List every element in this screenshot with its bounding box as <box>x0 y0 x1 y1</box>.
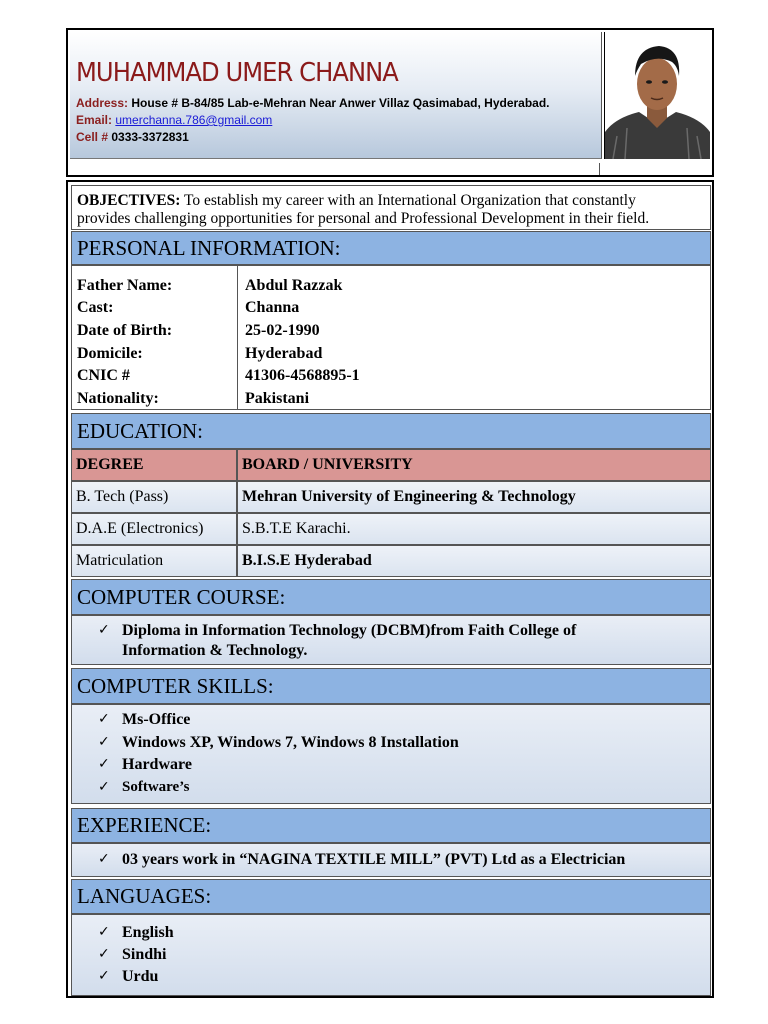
personal-value: Pakistani <box>245 390 310 407</box>
experience-item: ✓ 03 years work in “NAGINA TEXTILE MILL” (PVT) Ltd as a Electrician <box>98 851 626 868</box>
checkmark-icon: ✓ <box>98 968 110 984</box>
education-header-board: BOARD / UNIVERSITY <box>237 449 711 481</box>
course-item: ✓ Diploma in Information Technology (DCBM)from Faith College of <box>98 622 577 639</box>
personal-value: Channa <box>245 299 300 316</box>
checkmark-icon: ✓ <box>98 946 110 962</box>
objectives-label: OBJECTIVES: <box>77 192 181 209</box>
education-degree-cell: Matriculation <box>71 545 237 577</box>
checkmark-icon: ✓ <box>98 622 110 638</box>
personal-label: Father Name: <box>77 277 173 294</box>
personal-label: Domicile: <box>77 345 143 362</box>
candidate-name: MUHAMMAD UMER CHANNA <box>76 58 398 88</box>
objectives-text-1: To establish my career with an International Organization that constantly <box>183 192 636 209</box>
education-board-cell: B.I.S.E Hyderabad <box>237 545 711 577</box>
personal-label: Date of Birth: <box>77 322 173 339</box>
personal-value: 41306-4568895-1 <box>245 367 360 384</box>
email-link[interactable]: umerchanna.786@gmail.com <box>115 113 273 127</box>
objectives-text-2: provides challenging opportunities for personal and Professional Development in their field. <box>77 210 650 227</box>
profile-photo <box>604 32 710 159</box>
language-item: ✓ Urdu <box>98 968 159 985</box>
email-label: Email: <box>76 113 113 127</box>
objectives-box <box>71 185 711 230</box>
course-item-continued: Information & Technology. <box>122 642 308 659</box>
skill-item: ✓ Software’s <box>98 779 190 795</box>
section-heading-skills: COMPUTER SKILLS: <box>71 668 711 704</box>
section-heading-education: EDUCATION: <box>71 413 711 449</box>
checkmark-icon: ✓ <box>98 711 110 727</box>
personal-label: Cast: <box>77 299 114 316</box>
cell-label: Cell # <box>76 130 109 144</box>
address-label: Address: <box>76 96 129 110</box>
education-header-degree: DEGREE <box>71 449 237 481</box>
checkmark-icon: ✓ <box>98 756 110 772</box>
personal-value: Abdul Razzak <box>245 277 343 294</box>
skill-item: ✓ Hardware <box>98 756 192 773</box>
email-line <box>76 113 272 127</box>
language-item: ✓ Sindhi <box>98 946 167 963</box>
skill-item: ✓ Ms-Office <box>98 711 191 728</box>
section-heading-experience: EXPERIENCE: <box>71 808 711 843</box>
section-heading-course: COMPUTER COURSE: <box>71 579 711 615</box>
course-box <box>71 615 711 665</box>
cell-line <box>76 130 189 144</box>
header-contact-panel <box>70 32 602 159</box>
skills-box <box>71 704 711 804</box>
profile-photo-portrait <box>605 32 710 159</box>
personal-label: Nationality: <box>77 390 159 407</box>
checkmark-icon: ✓ <box>98 851 110 867</box>
address-value: House # B-84/85 Lab-e-Mehran Near Anwer Villaz Qasimabad, Hyderabad. <box>131 96 550 110</box>
language-item: ✓ English <box>98 924 174 941</box>
education-degree-cell: B. Tech (Pass) <box>71 481 237 513</box>
objectives-line-1 <box>77 192 636 210</box>
personal-column-divider <box>237 266 238 409</box>
section-heading-languages: LANGUAGES: <box>71 879 711 914</box>
resume-header <box>66 28 714 177</box>
experience-box <box>71 843 711 877</box>
skill-item: ✓ Windows XP, Windows 7, Windows 8 Installation <box>98 734 459 751</box>
personal-value: 25-02-1990 <box>245 322 320 339</box>
cell-value: 0333-3372831 <box>111 130 189 144</box>
personal-value: Hyderabad <box>245 345 323 362</box>
header-divider <box>68 163 600 175</box>
education-board-cell: S.B.T.E Karachi. <box>237 513 711 545</box>
education-degree-cell: D.A.E (Electronics) <box>71 513 237 545</box>
education-board-cell: Mehran University of Engineering & Technology <box>237 481 711 513</box>
checkmark-icon: ✓ <box>98 924 110 940</box>
checkmark-icon: ✓ <box>98 779 110 795</box>
resume-body <box>66 180 714 998</box>
section-heading-personal: PERSONAL INFORMATION: <box>71 231 711 265</box>
languages-box <box>71 914 711 996</box>
checkmark-icon: ✓ <box>98 734 110 750</box>
address-line <box>76 96 550 110</box>
personal-info-table <box>71 265 711 410</box>
personal-label: CNIC # <box>77 367 130 384</box>
